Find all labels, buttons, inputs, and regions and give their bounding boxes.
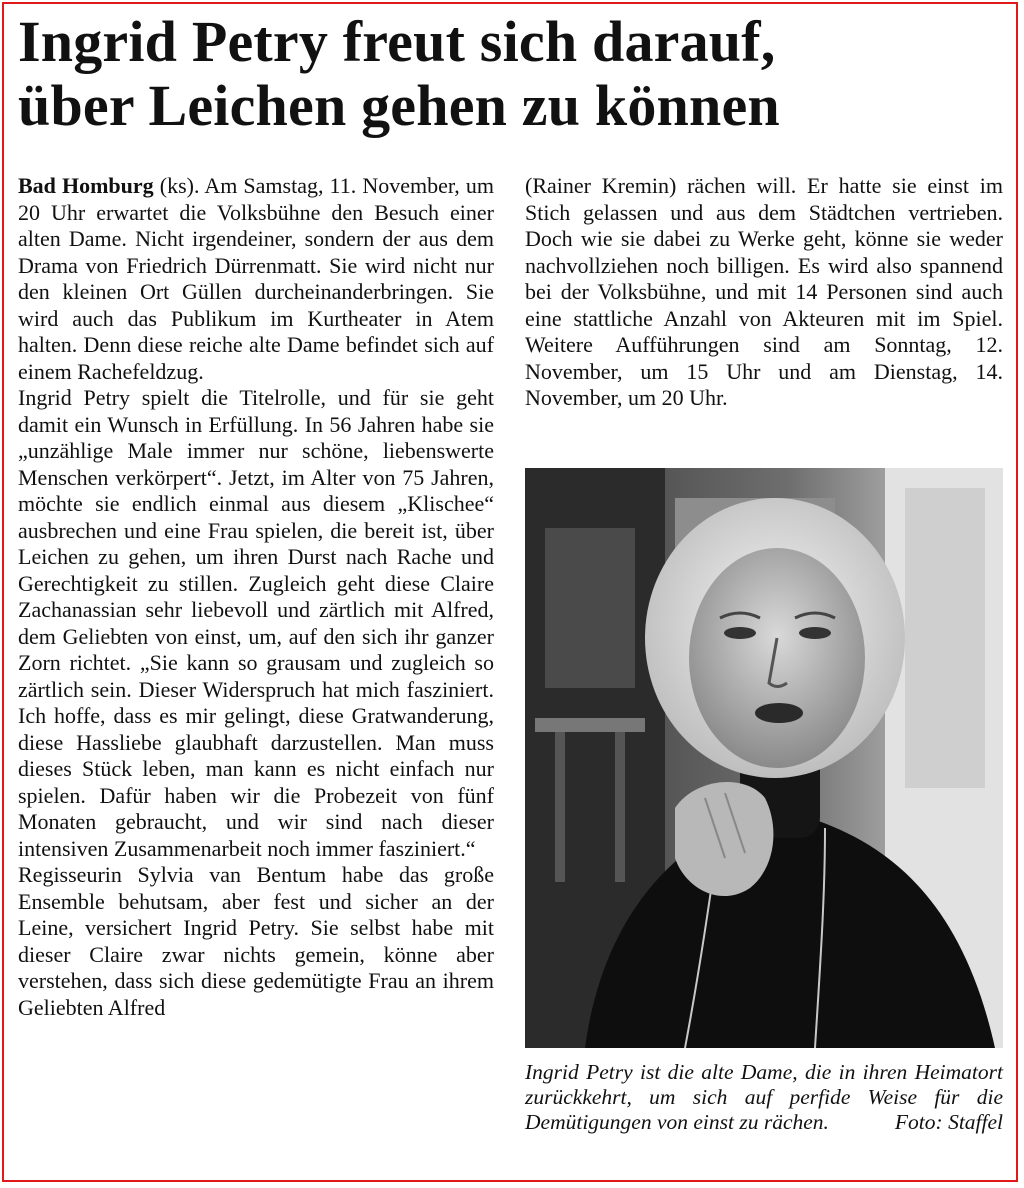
article-column-left xyxy=(18,173,494,1021)
dateline: Bad Homburg xyxy=(18,173,154,198)
headline xyxy=(18,10,1008,138)
paragraph-3-end: (Rainer Kremin) rächen will. Er hatte sie einst im Stich gelassen und aus dem Städtchen vertrieben. Doch wie sie dabei zu Werke geht, könne sie weder nachvollziehen noch billigen. Es wird also spannend bei der Volksbühne, und mit 14 Personen sind auch eine stattliche Anzahl von Akteuren mit im Spiel. Weitere Aufführungen sind am Sonntag, 12. November, um 15 Uhr und am Dienstag, 14. November, um 20 Uhr. xyxy=(525,173,1003,410)
portrait-photo xyxy=(525,468,1003,1048)
article-column-right xyxy=(525,173,1003,412)
headline-line-1: Ingrid Petry freut sich darauf, xyxy=(18,9,776,74)
paragraph-1-text: (ks). Am Samstag, 11. November, um 20 Uhr erwartet die Volksbühne den Besuch einer alten Dame. Nicht irgendeiner, sondern der aus dem Drama von Friedrich Dürrenmatt. Sie wird nicht nur den kleinen Ort Güllen durcheinanderbringen. Sie wird auch das Publikum im Kurtheater in Atem halten. Denn diese reiche alte Dame befindet sich auf einem Rachefeldzug. xyxy=(18,173,494,384)
paragraph-3-start: Regisseurin Sylvia van Bentum habe das große Ensemble behutsam, aber fest und sicher an der Leine, versichert Ingrid Petry. Sie selbst habe mit dieser Claire zwar nichts gemein, könne aber verstehen, dass sich diese gedemütigte Frau an ihrem Geliebten Alfred xyxy=(18,862,494,1020)
paragraph-2: Ingrid Petry spielt die Titelrolle, und für sie geht damit ein Wunsch in Erfüllung. In 56 Jahren habe sie „unzählige Male immer nur schöne, liebenswerte Menschen verkörpert“. Jetzt, im Alter von 75 Jahren, möchte sie endlich einmal aus diesem „Klischee“ ausbrechen und eine Frau spielen, die bereit ist, über Leichen zu gehen, um ihren Durst nach Rache und Gerechtigkeit zu stillen. Zugleich geht diese Claire Zachanassian sehr liebevoll und zärtlich mit Alfred, dem Geliebten von einst, um, auf den sich ihr ganzer Zorn richtet. „Sie kann so grausam und zugleich so zärtlich sein. Dieser Widerspruch hat mich fasziniert. Ich hoffe, dass es mir gelingt, diese Gratwanderung, diese Hassliebe glaubhaft darzustellen. Man muss dieses Stück leben, man kann es nicht einfach nur spielen. Dafür haben wir die Probezeit von fünf Monaten gebraucht, und wir sind nach dieser intensiven Zusammenarbeit noch immer fasziniert.“ xyxy=(18,385,494,861)
paragraph-1 xyxy=(18,173,494,385)
portrait-photo-illustration xyxy=(525,468,1003,1048)
headline-line-2: über Leichen gehen zu können xyxy=(18,73,780,138)
photo-caption xyxy=(525,1060,1003,1135)
photo-caption-text: Ingrid Petry ist die alte Dame, die in ihren Heimatort zurückkehrt, um sich auf perfide Weise für die Demütigungen von einst zu rächen. xyxy=(525,1060,1003,1134)
photo-credit: Foto: Staffel xyxy=(894,1110,1003,1134)
